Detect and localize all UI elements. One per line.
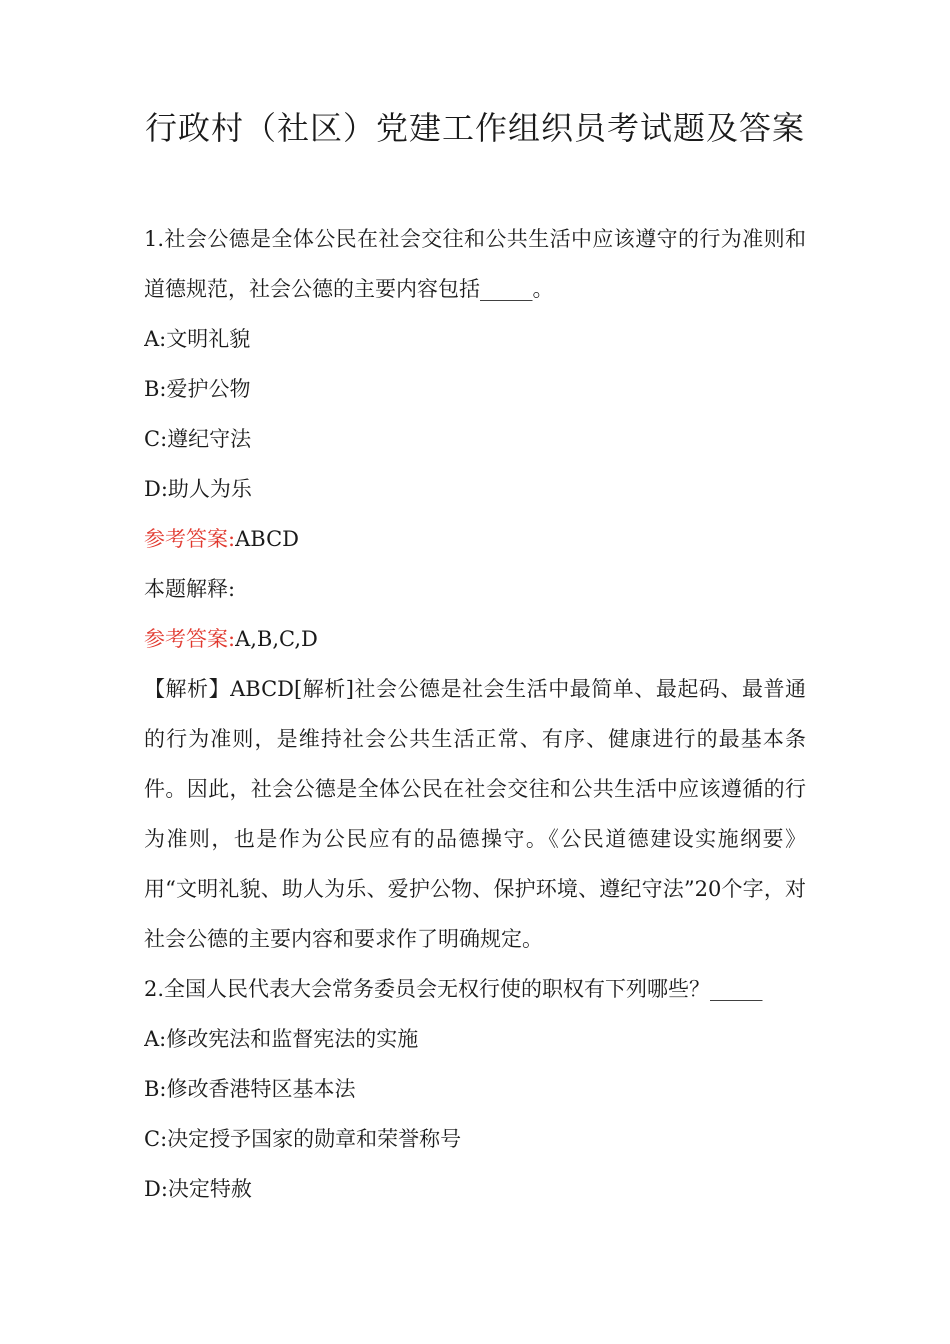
question-1-option-b: B:爱护公物 <box>144 377 251 401</box>
question-2 <box>144 964 806 1214</box>
question-2-option-a: A:修改宪法和监督宪法的实施 <box>144 1027 419 1051</box>
answer-value: ABCD <box>235 527 299 551</box>
question-1-option-d: D:助人为乐 <box>144 477 252 501</box>
answer-value: A,B,C,D <box>235 627 318 651</box>
question-1-option-c: C:遵纪守法 <box>144 427 252 451</box>
question-2-option-d: D:决定特赦 <box>144 1177 252 1201</box>
answer-label: 参考答案: <box>144 627 236 651</box>
question-2-stem: 2.全国人民代表大会常务委员会无权行使的职权有下列哪些？_____ <box>144 977 763 1001</box>
question-1-stem: 1.社会公德是全体公民在社会交往和公共生活中应该遵守的行为准则和道德规范，社会公德的主要内容包括_____。 <box>144 227 806 301</box>
question-1 <box>144 214 806 964</box>
question-1-answer-2 <box>144 614 806 664</box>
answer-label: 参考答案: <box>144 527 236 551</box>
document-body <box>144 214 806 1214</box>
question-1-option-a: A:文明礼貌 <box>144 327 251 351</box>
question-2-option-c: C:决定授予国家的勋章和荣誉称号 <box>144 1127 462 1151</box>
question-1-analysis: 【解析】ABCD[解析]社会公德是社会生活中最简单、最起码、最普通的行为准则，是维持社会公共生活正常、有序、健康进行的最基本条件。因此，社会公德是全体公民在社会交往和公共生活中应该遵循的行为准则，也是作为公民应有的品德操守。《公民道德建设实施纲要》用“文明礼貌、助人为乐、爱护公物、保护环境、遵纪守法”20个字，对社会公德的主要内容和要求作了明确规定。 <box>144 677 806 951</box>
document-title: 行政村（社区）党建工作组织员考试题及答案 <box>144 109 805 147</box>
question-1-explain-label: 本题解释: <box>144 577 236 601</box>
question-1-answer <box>144 514 806 564</box>
question-2-option-b: B:修改香港特区基本法 <box>144 1077 356 1101</box>
